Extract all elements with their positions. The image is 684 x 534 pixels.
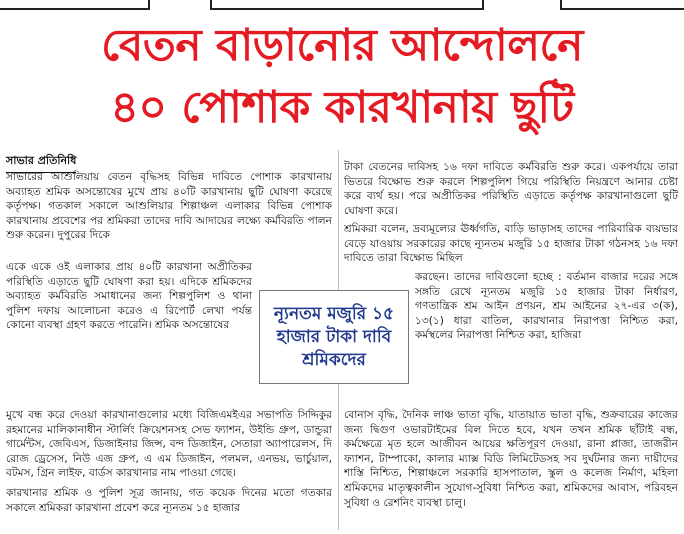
body-paragraph-2: একে একে ওই এলাকার প্রায় ৪০টি কারখানা অপ্রীতিকর পরিস্থিতি এড়াতে ছুটি ঘোষণা করা হয়। এদিকে শ্রমিকদের অব্যাহত কর্মবিরতি সমাধানের জন্য শিল্পপুলিশ ও থানা পুলিশ দফায় আলোচনা করেও এ রিপোর্ট লেখা পর্যন্ত কোনো ব্যবস্থা গ্রহণ করতে পারেনি। শ্রমিক অসন্তোষের <box>6 261 252 332</box>
headline-line-2: ৪০ পোশাক কারখানায় ছুটি <box>110 82 574 133</box>
top-rule-tab-right <box>560 0 684 10</box>
body-paragraph-1: সাভারের আশুলিয়ায় বেতন বৃদ্ধিসহ বিভিন্ন দাবিতে পোশাক কারখানায় অব্যাহত শ্রমিক অসন্তোষের মুখে প্রায় ৪০টি কারখানায় ছুটি ঘোষণা করেছে কর্তৃপক্ষ। গতকাল সকালে আশুলিয়ার শিল্পাঞ্চল এলাকার বিভিন্ন পোশাক কারখানায় প্রবেশের পর শ্রমিকরা তাদের দাবি আদায়ের লক্ষ্যে কর্মবিরতি পালন শুরু করেন। দুপুরের দিকে <box>6 171 332 242</box>
body-paragraph-5: টাকা বেতনের দাবিসহ ১৬ দফা দাবিতে কর্মবিরতি শুরু করে। একপর্যায়ে তারা ভিতরে বিক্ষোভ শুরু করলে শিল্পপুলিশ গিয়ে পরিস্থিতি নিয়ন্ত্রণে আনার চেষ্টা করে ব্যর্থ হয়। পরে অপ্রীতিকর পরিস্থিতি এড়াতে কর্তৃপক্ষ কারখানাগুলো ছুটি ঘোষণা করে। <box>344 161 678 217</box>
pull-quote-box <box>259 290 409 384</box>
top-rule-tab-middle <box>210 0 484 10</box>
body-paragraph-4: কারখানার শ্রমিক ও পুলিশ সূত্র জানায়, গত কয়েক দিনের মতো গতকার সকালে শ্রমিকরা কারখানা প্রবেশ করে ন্যূনতম ১৫ হাজার <box>6 487 332 514</box>
body-paragraph-6: শ্রমিকরা বলেন, দ্রব্যমূল্যের ঊর্ধ্বগতি, বাড়ি ভাড়াসহ তাদের পারিবারিক ব্যয়ভার বেড়ে যাওয়ায় সরকারের কাছে ন্যূনতম মজুরি ১৫ হাজার টাকা গঠনসহ ১৬ দফা দাবিতে তারা বিক্ষোভ মিছিল <box>344 223 678 265</box>
top-decorative-rule <box>0 0 684 14</box>
body-paragraph-8: বোনাস বৃদ্ধি, দৈনিক লাঞ্চ ভাতা বৃদ্ধি, যাতায়াত ভাতা বৃদ্ধি, শুক্রবারের কাজের জন্য দ্বিগুণ ওভারটাইমের বিল দিতে হবে, যখন তখন শ্রমিক ছাঁটাই বন্ধ, কর্মক্ষেত্রে মৃত হলে আজীবন আয়ের ক্ষতিপূরণ দেওয়া, রানা প্লাজা, তাজরীন ফ্যাশন, টাম্পাকো, কালার ম্যাক্স বিডি লিমিটেডসহ সব দুর্ঘটনার জন্য দায়ীদের শাস্তি নিশ্চিত, শিল্পাঞ্চলে সরকারি হাসপাতাল, স্কুল ও কলেজ নির্মাণ, মহিলা শ্রমিকদের মাতৃত্বকালীন সুযোগ-সুবিধা নিশ্চিত করা, শ্রমিকদের আবাস, পরিবহন সুবিধা ও রেশনিং ব্যবস্থা চালু। <box>344 409 678 509</box>
top-rule-tab-left <box>0 0 150 10</box>
headline-line-1: বেতন বাড়ানোর আন্দোলনে <box>101 20 583 71</box>
body-paragraph-3: মুখে বন্ধ করে দেওয়া কারখানাগুলোর মধ্যে বিজিএমইএর সভাপতি সিদ্দিকুর রহমানের মালিকানাধীন স্টার্লিং ক্রিয়েশনসহ সেভ ফ্যাশন, উইন্ডি গ্রুপ, ডান্ডুরা গার্মেন্টস, জেবিএস, ডিজাইনার জিন্স, বন্দ ডিজাইন, সেতারা অ্যাপারেলস, দি রোজ ড্রেসেস, নিউ এজ গ্রুপ, এ এম ডিজাইন, পলমল, এনভয়, ভার্চুয়াল, বটমস, গ্রিন লাইফ, বার্ডস কারখানার নাম পাওয়া গেছে। <box>6 409 332 480</box>
body-paragraph-7: করছেন। তাদের দাবিগুলো হচ্ছে : বর্তমান বাজার দরের সঙ্গে সঙ্গতি রেখে ন্যূনতম মজুরি ১৫ হাজার টাকা নির্ধারণ, গণতান্ত্রিক শ্রম আইন প্রণয়ন, শ্রম আইনের ২৭-এর ৩(ক), ১৩(১) ধারা বাতিল, কারখানার নিরাপত্তা নিশ্চিত করা, কর্মস্থলের নিরাপত্তা নিশ্চিত করা, হাজিরা <box>415 271 678 342</box>
pull-quote-text: ন্যূনতম মজুরি ১৫ হাজার টাকা দাবি শ্রমিকদের <box>273 303 395 370</box>
byline: সাভার প্রতিনিধি <box>6 152 76 173</box>
